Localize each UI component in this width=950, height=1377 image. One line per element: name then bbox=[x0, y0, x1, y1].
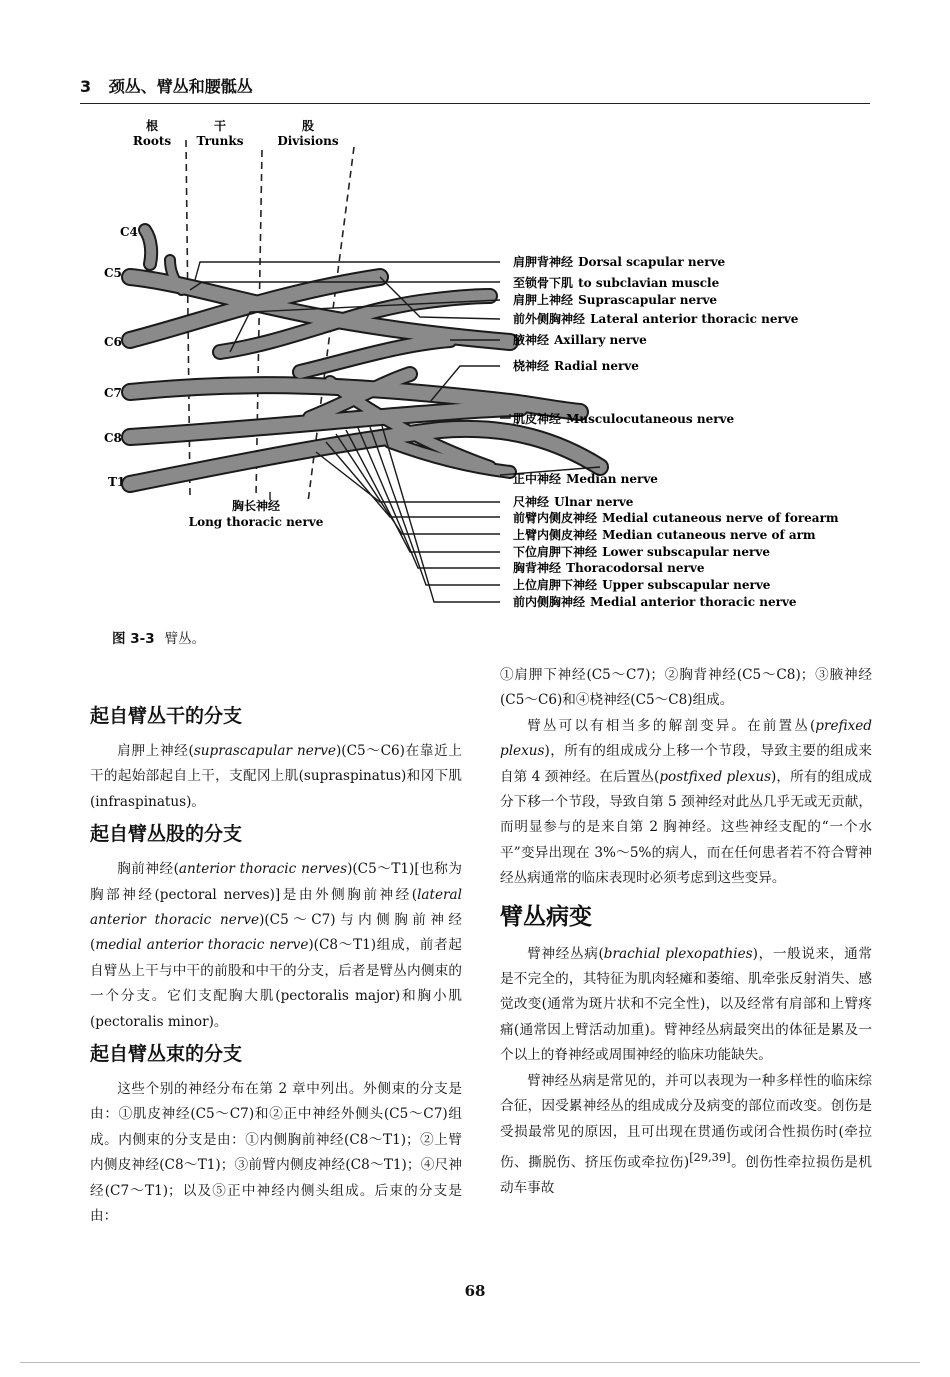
col-label-divisions-en: Divisions bbox=[277, 134, 339, 148]
figure-number: 图 3-3 bbox=[112, 631, 155, 647]
nerve-label-en: Medial cutaneous nerve of forearm bbox=[602, 511, 839, 525]
nerve-label-cn: 尺神经 bbox=[513, 495, 550, 509]
citation: [29,39] bbox=[689, 1149, 731, 1164]
paragraph bbox=[90, 739, 462, 815]
text-run: )，所有的组成成分下移一个节段，导致自第 5 颈神经对此丛几乎无或无贡献，而明显参与的是来自第 2 胸神经。这些神经支配的“一个水平”变异出现在 3%～5%的病人，而在任何患者若不符合臂神经丛病通常的临床表现时必须考虑到这些变异。 bbox=[500, 768, 872, 887]
nerve-label-cn: 前臂内侧皮神经 bbox=[513, 511, 598, 525]
nerve-label-en: to subclavian muscle bbox=[578, 276, 720, 290]
nerve-label-en: Lower subscapular nerve bbox=[602, 545, 770, 559]
page-number: 68 bbox=[464, 1282, 486, 1300]
nerve-labels bbox=[513, 251, 839, 610]
nerve-label-cn: 正中神经 bbox=[513, 472, 562, 486]
text-run: )，所有的组成成分上移一个节段，导致主要的组成来自第 4 颈神经。在后置丛( bbox=[500, 743, 872, 785]
nerve-label-cn: 桡神经 bbox=[513, 359, 550, 373]
nerve-label-cn: 肌皮神经 bbox=[513, 412, 562, 426]
paragraph bbox=[500, 1069, 872, 1202]
paragraph bbox=[500, 714, 872, 892]
svg-text:至锁骨下肌 to subclavian muscle bbox=[513, 272, 720, 291]
root-label-c6: C6 bbox=[104, 335, 122, 349]
heading-cord-branches: 起自臂丛束的分支 bbox=[90, 1043, 243, 1066]
paragraph bbox=[90, 1077, 462, 1229]
heading-division-branches: 起自臂丛股的分支 bbox=[90, 823, 243, 846]
nerve-label-en: Dorsal scapular nerve bbox=[578, 255, 726, 269]
nerve-label-en: Ulnar nerve bbox=[554, 495, 634, 509]
col-label-trunks-en: Trunks bbox=[196, 134, 244, 148]
text-run: 臂神经丛病是常见的，并可以表现为一种多样性的临床综合征，因受累神经丛的组成成分及病变的部位而改变。创伤是受损最常见的原因，且可出现在贯通伤或闭合性损伤时(牵拉伤、撕脱伤、挤压伤或牵拉伤) bbox=[500, 1072, 872, 1171]
root-label-c7: C7 bbox=[104, 386, 122, 400]
text-run: )(C8～T1)组成，前者起自臂丛上干与中干的前股和中干的分支，后者是臂丛内侧束的一个分支。它们支配胸大肌(pectoralis major)和胸小肌(pectoralis minor)。 bbox=[90, 937, 462, 1030]
root-label-c4: C4 bbox=[120, 225, 138, 239]
svg-text:下位肩胛下神经 Lower subscapular nerv bbox=[513, 541, 770, 560]
figure-caption bbox=[112, 627, 205, 647]
nerve-label-en: Axillary nerve bbox=[554, 333, 647, 347]
svg-text:尺神经 Ulnar nerve bbox=[513, 491, 634, 510]
latin-term: postfixed plexus bbox=[659, 768, 772, 785]
nerve-label-cn: 上位肩胛下神经 bbox=[513, 578, 598, 592]
svg-text:前外侧胸神经 Lateral anterior thorac bbox=[513, 308, 799, 327]
text-run: )(C5～C6)在靠近上干的起始部起自上干，支配冈上肌(supraspinatus)和冈下肌(infraspinatus)。 bbox=[90, 743, 462, 810]
text-run: 臂神经丛病( bbox=[527, 945, 604, 962]
svg-text:上臂内侧皮神经 Median cutaneous nerve bbox=[513, 524, 816, 543]
chapter-title: 颈丛、臂丛和腰骶丛 bbox=[108, 77, 253, 96]
nerve-label-cn: 肩胛背神经 bbox=[513, 255, 574, 269]
svg-text:桡神经 Radial nerve bbox=[513, 355, 639, 374]
long-thoracic-label-en: Long thoracic nerve bbox=[188, 515, 324, 529]
nerve-label-cn: 肩胛上神经 bbox=[513, 293, 574, 307]
col-label-divisions-cn: 股 bbox=[301, 119, 315, 133]
root-label-c8: C8 bbox=[104, 431, 122, 445]
nerve-label-en: Radial nerve bbox=[554, 359, 639, 373]
heading-trunk-branches: 起自臂丛干的分支 bbox=[90, 705, 243, 727]
right-column bbox=[500, 663, 872, 1201]
nerve-label-cn: 腋神经 bbox=[513, 333, 550, 347]
nerve-label-en: Suprascapular nerve bbox=[578, 293, 718, 307]
root-labels bbox=[104, 225, 138, 489]
text-run: 臂丛可以有相当多的解剖变异。在前置丛( bbox=[527, 717, 816, 734]
brachial-plexus-diagram bbox=[90, 112, 860, 617]
nerve-label-en: Lateral anterior thoracic nerve bbox=[590, 312, 799, 326]
chapter-number: 3 bbox=[80, 77, 92, 96]
heading-plexus-lesions: 臂丛病变 bbox=[500, 903, 592, 930]
svg-text:前臂内侧皮神经 Medial cutaneous nerve bbox=[513, 507, 839, 526]
svg-text:胸背神经 Thoracodorsal nerve bbox=[513, 557, 705, 576]
col-label-roots-cn: 根 bbox=[145, 119, 159, 133]
svg-text:肩胛背神经 Dorsal scapular nerve bbox=[513, 251, 726, 270]
text-run: 。创伤性牵拉损伤是机动车事故 bbox=[500, 1154, 872, 1196]
brachial-plexus-figure bbox=[90, 112, 860, 617]
text-run: ①肩胛下神经(C5～C7)；②胸背神经(C5～C8)；③腋神经(C5～C6)和④桡神经(C5～C8)组成。 bbox=[500, 667, 872, 709]
paragraph bbox=[90, 857, 462, 1035]
nerve-label-en: Medial anterior thoracic nerve bbox=[590, 595, 797, 609]
text-run: 胸前神经( bbox=[117, 861, 179, 878]
long-thoracic-label-cn: 胸长神经 bbox=[231, 499, 281, 513]
nerve-label-en: Thoracodorsal nerve bbox=[566, 561, 705, 575]
nerve-label-cn: 至锁骨下肌 bbox=[513, 276, 574, 290]
svg-text:正中神经 Median nerve bbox=[513, 468, 658, 487]
latin-term: prefixed plexus bbox=[500, 717, 872, 760]
text-run: )，一般说来，通常是不完全的，其特征为肌肉轻瘫和萎缩、肌牵张反射消失、感觉改变(通常为斑片状和不完全性)，以及经常有肩部和上臂疼痛(通常因上臂活动加重)。臂神经丛病最突出的体征是累及一个以上的脊神经或周围神经的临床功能缺失。 bbox=[500, 945, 872, 1064]
nerve-label-en: Median cutaneous nerve of arm bbox=[602, 528, 816, 542]
nerve-label-cn: 下位肩胛下神经 bbox=[513, 545, 598, 559]
figure-caption-text: 臂丛。 bbox=[164, 631, 206, 647]
root-label-c5: C5 bbox=[104, 266, 122, 280]
nerve-label-cn: 胸背神经 bbox=[513, 561, 562, 575]
footer-rule bbox=[20, 1362, 920, 1363]
text-run: 这些个别的神经分布在第 2 章中列出。外侧束的分支是由：①肌皮神经(C5～C7)和②正中神经外侧头(C5～C7)组成。内侧束的分支是由：①内侧胸前神经(C8～T1)；②上臂内侧皮神经(C8～T1)；③前臂内侧皮神经(C8～T1)；④尺神经(C7～T1)；以及⑤正中神经内侧头组成。后束的分支是由： bbox=[90, 1081, 462, 1225]
nerve-label-en: Median nerve bbox=[566, 472, 658, 486]
text-run: )(C5～C7)与内侧胸前神经( bbox=[90, 912, 463, 954]
nerve-label-en: Upper subscapular nerve bbox=[602, 578, 771, 592]
nerve-label-cn: 上臂内侧皮神经 bbox=[513, 528, 598, 542]
root-label-t1: T1 bbox=[108, 475, 126, 489]
left-column bbox=[90, 697, 462, 1230]
col-label-trunks-cn: 干 bbox=[213, 119, 227, 133]
paragraph bbox=[500, 942, 872, 1069]
col-label-roots-en: Roots bbox=[132, 134, 172, 148]
paragraph bbox=[500, 663, 872, 714]
svg-text:前内侧胸神经 Medial anterior thoraci bbox=[513, 591, 797, 610]
latin-term: medial anterior thoracic nerve bbox=[95, 937, 309, 954]
latin-term: lateral anterior thoracic nerve bbox=[90, 886, 462, 929]
latin-term: suprascapular nerve bbox=[193, 743, 336, 759]
latin-term: brachial plexopathies bbox=[603, 945, 753, 962]
nerve-label-en: Musculocutaneous nerve bbox=[566, 412, 735, 426]
nerve-label-cn: 前外侧胸神经 bbox=[513, 312, 586, 326]
svg-text:上位肩胛下神经 Upper subscapular nerv bbox=[513, 574, 771, 593]
text-run: 肩胛上神经( bbox=[117, 743, 194, 759]
text-run: )(C5～T1)[也称为胸部神经(pectoral nerves)]是由外侧胸前神经( bbox=[90, 861, 462, 903]
running-header bbox=[80, 74, 870, 104]
nerve-label-cn: 前内侧胸神经 bbox=[513, 595, 586, 609]
svg-text:肩胛上神经 Suprascapular nerve bbox=[513, 289, 717, 308]
latin-term: anterior thoracic nerves bbox=[178, 861, 348, 878]
svg-text:腋神经 Axillary nerve bbox=[513, 329, 647, 348]
